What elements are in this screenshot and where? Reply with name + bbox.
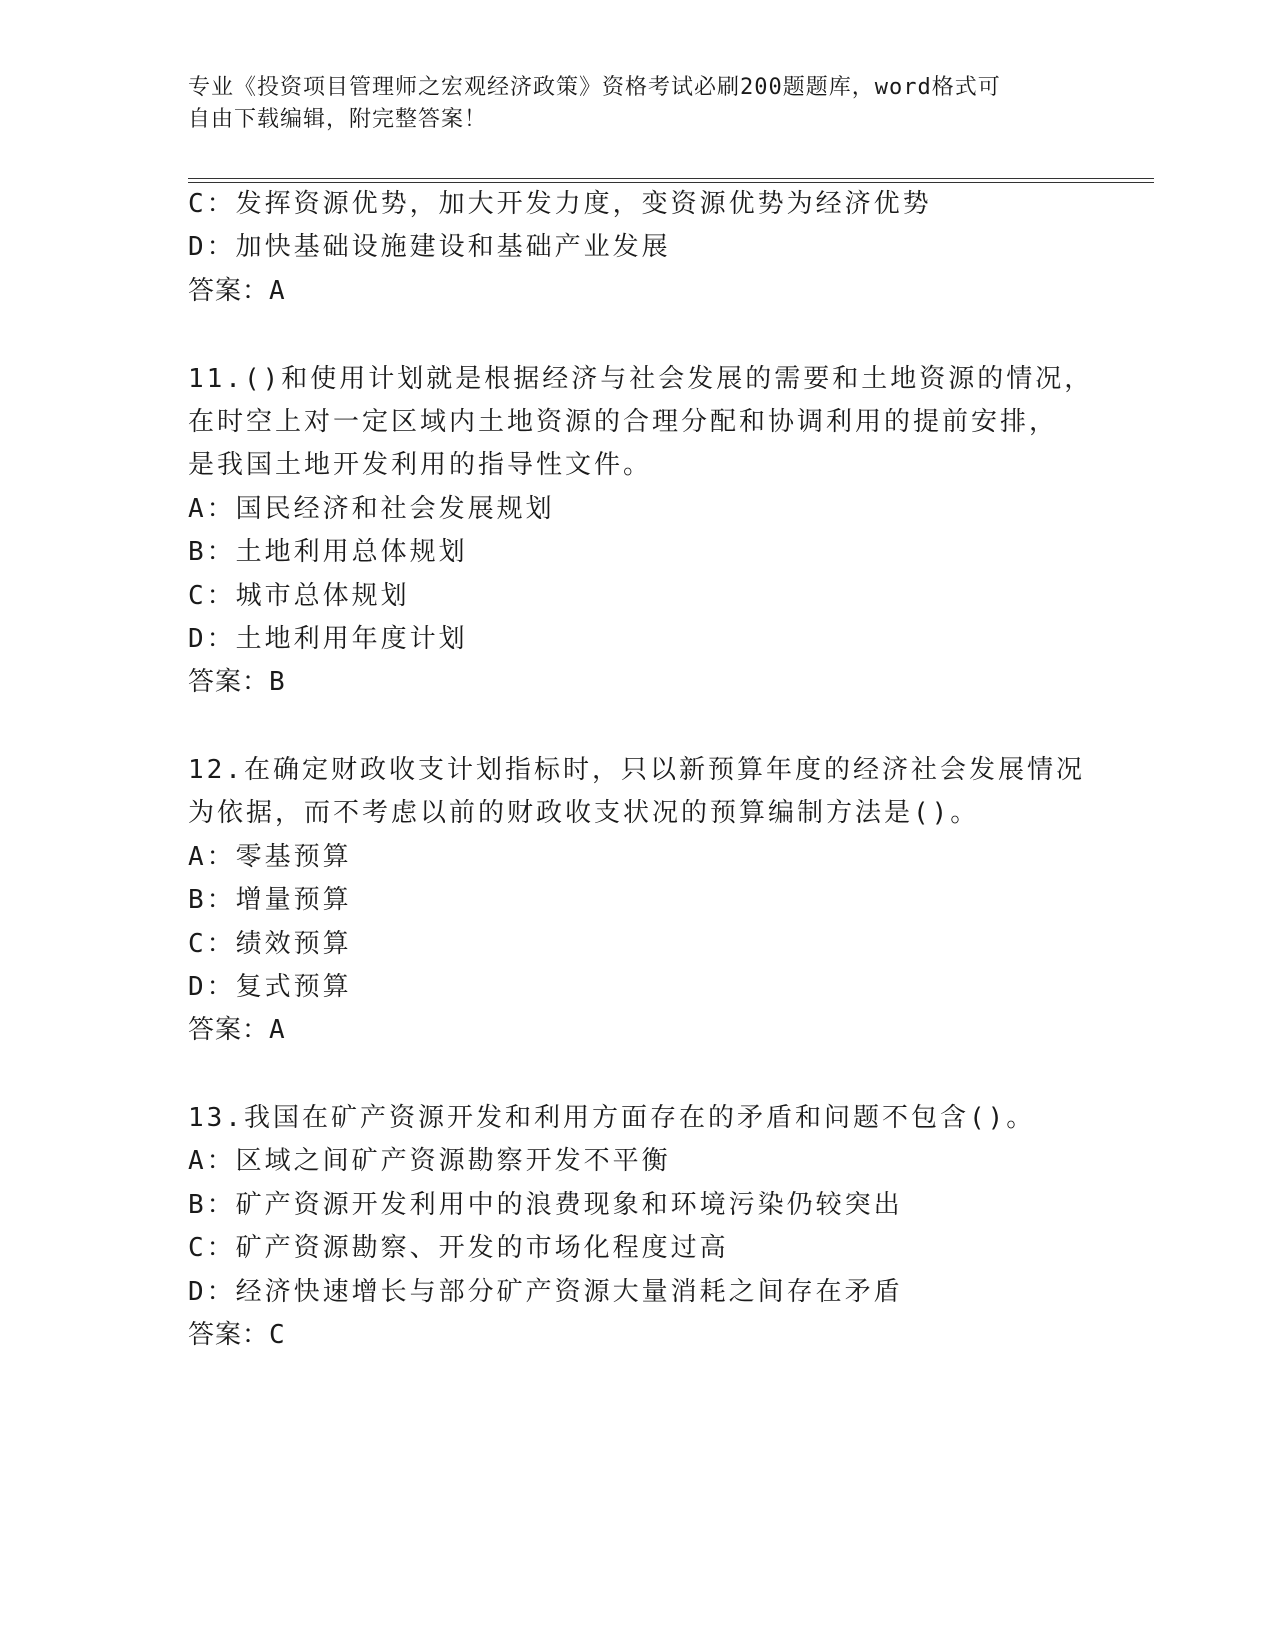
q12-answer: 答案：A xyxy=(188,1015,286,1045)
q12-stem-line-1: 12.在确定财政收支计划指标时，只以新预算年度的经济社会发展情况 xyxy=(188,755,1085,785)
document-header xyxy=(188,72,1088,136)
q11-option-d: D：土地利用年度计划 xyxy=(188,624,468,654)
q13-answer: 答案：C xyxy=(188,1320,286,1350)
q11-option-b: B：土地利用总体规划 xyxy=(188,537,468,567)
q12-option-d: D：复式预算 xyxy=(188,972,352,1002)
q10-option-d: D：加快基础设施建设和基础产业发展 xyxy=(188,232,671,262)
q11-answer: 答案：B xyxy=(188,667,286,697)
q13-option-d: D：经济快速增长与部分矿产资源大量消耗之间存在矛盾 xyxy=(188,1277,903,1307)
q13-option-b: B：矿产资源开发利用中的浪费现象和环境污染仍较突出 xyxy=(188,1190,903,1220)
q11-option-c: C：城市总体规划 xyxy=(188,581,410,611)
q12-stem-line-2: 为依据，而不考虑以前的财政收支状况的预算编制方法是()。 xyxy=(188,798,980,828)
q11-stem-line-2: 在时空上对一定区域内土地资源的合理分配和协调利用的提前安排， xyxy=(188,407,1059,437)
q10-answer: 答案：A xyxy=(188,276,286,306)
q10-option-c: C：发挥资源优势，加大开发力度，变资源优势为经济优势 xyxy=(188,189,932,219)
q11-stem-line-3: 是我国土地开发利用的指导性文件。 xyxy=(188,450,653,480)
q13-option-a: A：区域之间矿产资源勘察开发不平衡 xyxy=(188,1146,671,1176)
q11-stem-line-1: 11.()和使用计划就是根据经济与社会发展的需要和土地资源的情况， xyxy=(188,364,1094,394)
q12-option-b: B：增量预算 xyxy=(188,885,352,915)
header-line-1: 专业《投资项目管理师之宏观经济政策》资格考试必刷200题题库，word格式可 xyxy=(188,75,1001,100)
q13-option-c: C：矿产资源勘察、开发的市场化程度过高 xyxy=(188,1233,729,1263)
q13-stem-line-1: 13.我国在矿产资源开发和利用方面存在的矛盾和问题不包含()。 xyxy=(188,1103,1036,1133)
q12-option-a: A：零基预算 xyxy=(188,842,352,872)
header-divider xyxy=(188,178,1154,183)
q12-option-c: C：绩效预算 xyxy=(188,929,352,959)
header-line-2: 自由下载编辑，附完整答案！ xyxy=(188,107,488,132)
q11-option-a: A：国民经济和社会发展规划 xyxy=(188,494,555,524)
